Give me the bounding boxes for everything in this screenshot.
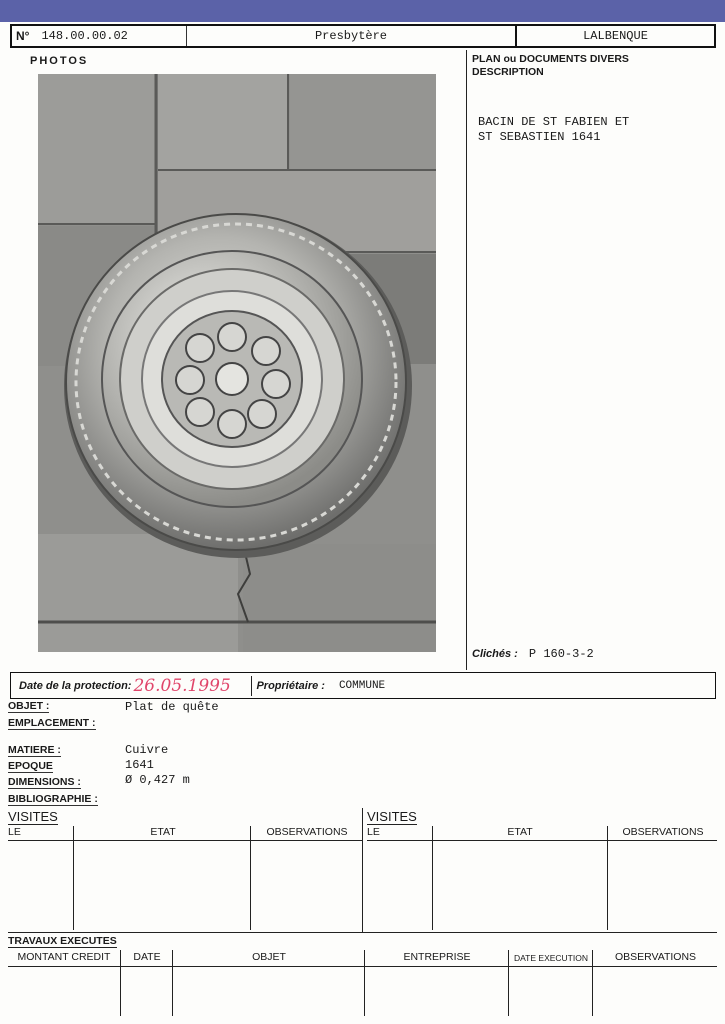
record-number-value: 148.00.00.02 <box>41 29 128 43</box>
matiere-label: MATIERE : <box>8 744 61 756</box>
plan-heading-line2: DESCRIPTION <box>472 66 544 78</box>
dimensions-label: DIMENSIONS : <box>8 776 81 788</box>
cliches-label: Clichés : <box>472 648 518 660</box>
visites-right-header-rule <box>367 840 717 841</box>
objet-value: Plat de quête <box>125 700 219 714</box>
building-name: Presbytère <box>187 26 517 46</box>
visites-left-divider-1 <box>73 826 74 930</box>
matiere-value: Cuivre <box>125 743 169 757</box>
description-text: BACIN DE ST FABIEN ET ST SEBASTIEN 1641 <box>478 115 630 144</box>
travaux-col-objet: OBJET <box>252 951 286 963</box>
column-divider <box>466 50 467 670</box>
visites-left-title: VISITES <box>8 809 58 824</box>
visites-right-title: VISITES <box>367 809 417 824</box>
visites-bottom-rule <box>8 932 717 933</box>
visites-right-col-le: LE <box>367 826 380 838</box>
objet-label: OBJET : <box>8 700 50 712</box>
travaux-col-date-execution: DATE EXECUTION <box>514 953 588 963</box>
protection-box <box>10 672 716 699</box>
travaux-title: TRAVAUX EXECUTES <box>8 935 117 947</box>
plan-heading <box>472 53 712 79</box>
protection-date-value: 26.05.1995 <box>133 675 231 696</box>
owner-label: Propriétaire : <box>256 679 325 692</box>
epoque-value: 1641 <box>125 758 154 772</box>
travaux-col-montant: MONTANT CREDIT <box>17 951 111 963</box>
visites-left-header-rule <box>8 840 362 841</box>
travaux-divider-5 <box>592 950 593 1016</box>
header-box <box>10 24 716 48</box>
travaux-divider-3 <box>364 950 365 1016</box>
plan-heading-line1: PLAN ou DOCUMENTS DIVERS <box>472 53 629 65</box>
visites-left-col-le: LE <box>8 826 21 838</box>
travaux-divider-2 <box>172 950 173 1016</box>
travaux-divider-1 <box>120 950 121 1016</box>
travaux-col-entreprise: ENTREPRISE <box>403 951 471 963</box>
bibliographie-label: BIBLIOGRAPHIE : <box>8 793 98 805</box>
travaux-col-date: DATE <box>133 951 161 963</box>
travaux-divider-4 <box>508 950 509 1016</box>
dimensions-value: Ø 0,427 m <box>125 773 190 787</box>
visites-right-col-etat: ETAT <box>507 826 533 838</box>
top-color-bar <box>0 0 725 22</box>
basin-photo-illustration <box>38 74 436 652</box>
emplacement-label: EMPLACEMENT : <box>8 717 96 729</box>
cliches-row <box>472 647 594 661</box>
visites-left-col-etat: ETAT <box>150 826 176 838</box>
visites-left-col-obs: OBSERVATIONS <box>266 826 348 838</box>
protection-separator <box>251 676 252 696</box>
visites-left-divider-2 <box>250 826 251 930</box>
photos-heading: PHOTOS <box>30 55 89 67</box>
object-photo <box>38 74 436 652</box>
owner-value: COMMUNE <box>338 679 386 692</box>
travaux-header-rule <box>8 966 717 967</box>
record-number-label: N° <box>16 29 30 43</box>
visites-center-divider <box>362 808 363 932</box>
visites-right-divider-1 <box>432 826 433 930</box>
cliches-value: P 160-3-2 <box>528 647 594 661</box>
travaux-col-observations: OBSERVATIONS <box>614 951 697 963</box>
protection-date-label: Date de la protection: <box>19 679 132 692</box>
visites-right-divider-2 <box>607 826 608 930</box>
epoque-label: EPOQUE <box>8 760 53 772</box>
record-number-cell <box>12 26 187 46</box>
visites-right-col-obs: OBSERVATIONS <box>622 826 704 838</box>
commune-name: LALBENQUE <box>583 29 648 43</box>
